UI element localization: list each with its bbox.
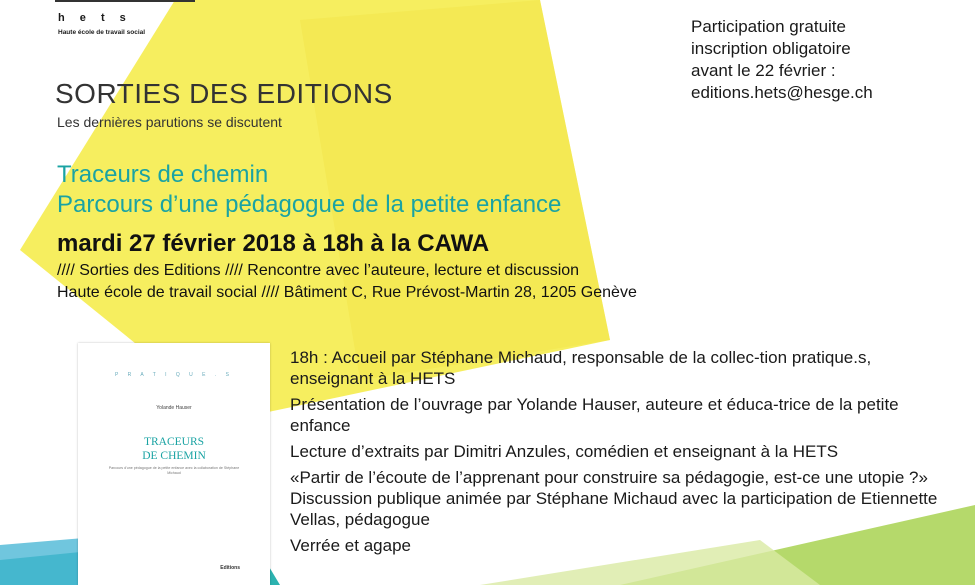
- cover-title-line: TRACEURS: [143, 436, 205, 448]
- logo: h e t s: [58, 12, 132, 24]
- program-list: [290, 347, 940, 561]
- cover-title: [78, 435, 270, 463]
- info-line: avant le 22 février :: [691, 61, 836, 80]
- cover-title-line: DE CHEMIN: [142, 450, 206, 462]
- cover-subtitle: Parcours d'une pédagogue de la petite enfance avec la collaboration de Stéphane Michaud: [108, 466, 240, 475]
- cover-publisher: Editions: [220, 565, 240, 571]
- book-title-line: Traceurs de chemin: [57, 161, 269, 188]
- cover-author: Yolande Hauser: [156, 405, 192, 411]
- registration-info: [691, 16, 921, 104]
- program-item: 18h : Accueil par Stéphane Michaud, responsable de la collec-tion pratique.s, enseignant à la HETS: [290, 348, 872, 388]
- book-cover: [78, 343, 270, 585]
- section-title: SORTIES DES EDITIONS: [55, 78, 393, 109]
- event-location: Haute école de travail social //// Bâtiment C, Rue Prévost-Martin 28, 1205 Genève: [57, 284, 637, 301]
- cover-series: P R A T I Q U E . S: [115, 372, 233, 378]
- book-title-line: Parcours d’une pédagogue de la petite enfance: [57, 191, 562, 218]
- event-details: //// Sorties des Editions //// Rencontre avec l’auteure, lecture et discussion: [57, 262, 580, 279]
- section-subtitle: Les dernières parutions se discutent: [57, 114, 282, 130]
- contact-email: editions.hets@hesge.ch: [691, 83, 873, 102]
- logo-subtitle: Haute école de travail social: [58, 29, 146, 36]
- event-date: mardi 27 février 2018 à 18h à la CAWA: [57, 230, 490, 257]
- logo-rule: [55, 0, 195, 2]
- program-item: «Partir de l’écoute de l’apprenant pour construire sa pédagogie, est-ce une utopie ?» Discussion publique animée par Stéphane Michaud avec la participation de Etiennette Vellas, pédagogue: [290, 468, 938, 529]
- program-item: Présentation de l’ouvrage par Yolande Hauser, auteure et éduca-trice de la petite enfance: [290, 395, 899, 435]
- info-line: Participation gratuite: [691, 17, 846, 36]
- program-item: Verrée et agape: [290, 536, 411, 555]
- info-line: inscription obligatoire: [691, 39, 851, 58]
- program-item: Lecture d’extraits par Dimitri Anzules, comédien et enseignant à la HETS: [290, 442, 839, 461]
- book-title: [57, 160, 561, 220]
